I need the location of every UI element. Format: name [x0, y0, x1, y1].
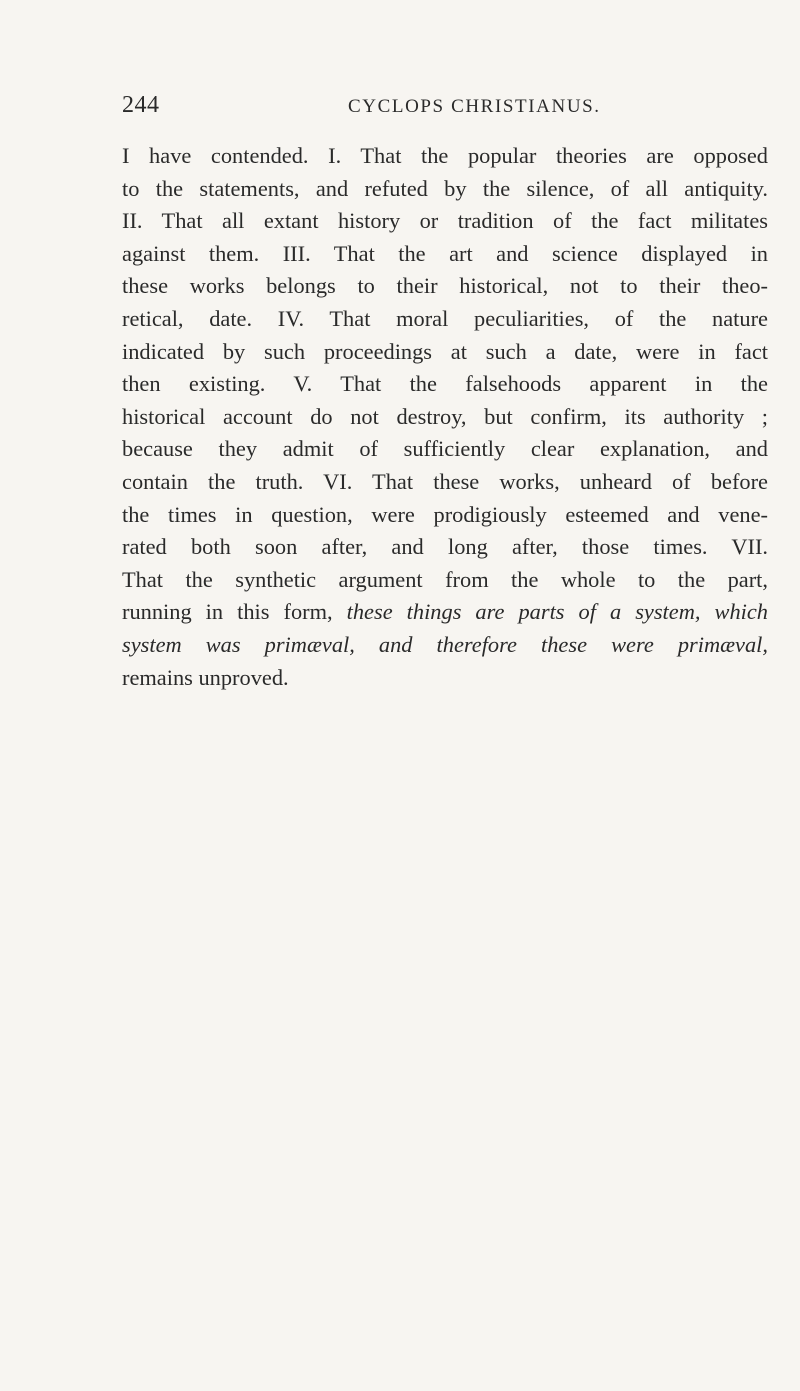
page-number: 244 [122, 92, 160, 118]
text-line: to the statements, and refuted by the silence, of all antiquity. [122, 175, 768, 201]
text-line: historical account do not destroy, but confirm, its authority ; [122, 403, 768, 429]
text-line: I have contended. I. That the popular theories are opposed [122, 143, 768, 168]
text-line: against them. III. That the art and science displayed in [122, 240, 768, 266]
text-line: the times in question, were prodigiously esteemed and vene- [122, 501, 768, 527]
text-line: then existing. V. That the falsehoods apparent in the [122, 371, 768, 397]
text-line: because they admit of sufficiently clear explanation, and [122, 436, 768, 462]
italic-span: system was primæval, [122, 631, 355, 657]
body-paragraph [122, 140, 768, 694]
text-line [122, 629, 768, 662]
text-line: rated both soon after, and long after, those times. VII. [122, 534, 768, 560]
italic-span: these things are parts of a system, which [346, 599, 768, 625]
text-line: That the synthetic argument from the whole to the part, [122, 566, 768, 592]
text-span: running in this form, [122, 599, 347, 625]
text-line: II. That all extant history or tradition of the fact militates [122, 208, 768, 234]
text-line: remains unproved. [122, 664, 289, 690]
running-title: CYCLOPS CHRISTIANUS. [348, 96, 601, 117]
italic-span: and therefore these were primæval, [354, 631, 769, 657]
text-line: indicated by such proceedings at such a date, were in fact [122, 338, 768, 364]
text-line: retical, date. IV. That moral peculiarities, of the nature [122, 305, 768, 331]
text-line: these works belongs to their historical, not to their theo- [122, 273, 768, 299]
text-line: contain the truth. VI. That these works, unheard of before [122, 468, 768, 494]
running-head [122, 92, 772, 122]
text-line [122, 596, 768, 629]
